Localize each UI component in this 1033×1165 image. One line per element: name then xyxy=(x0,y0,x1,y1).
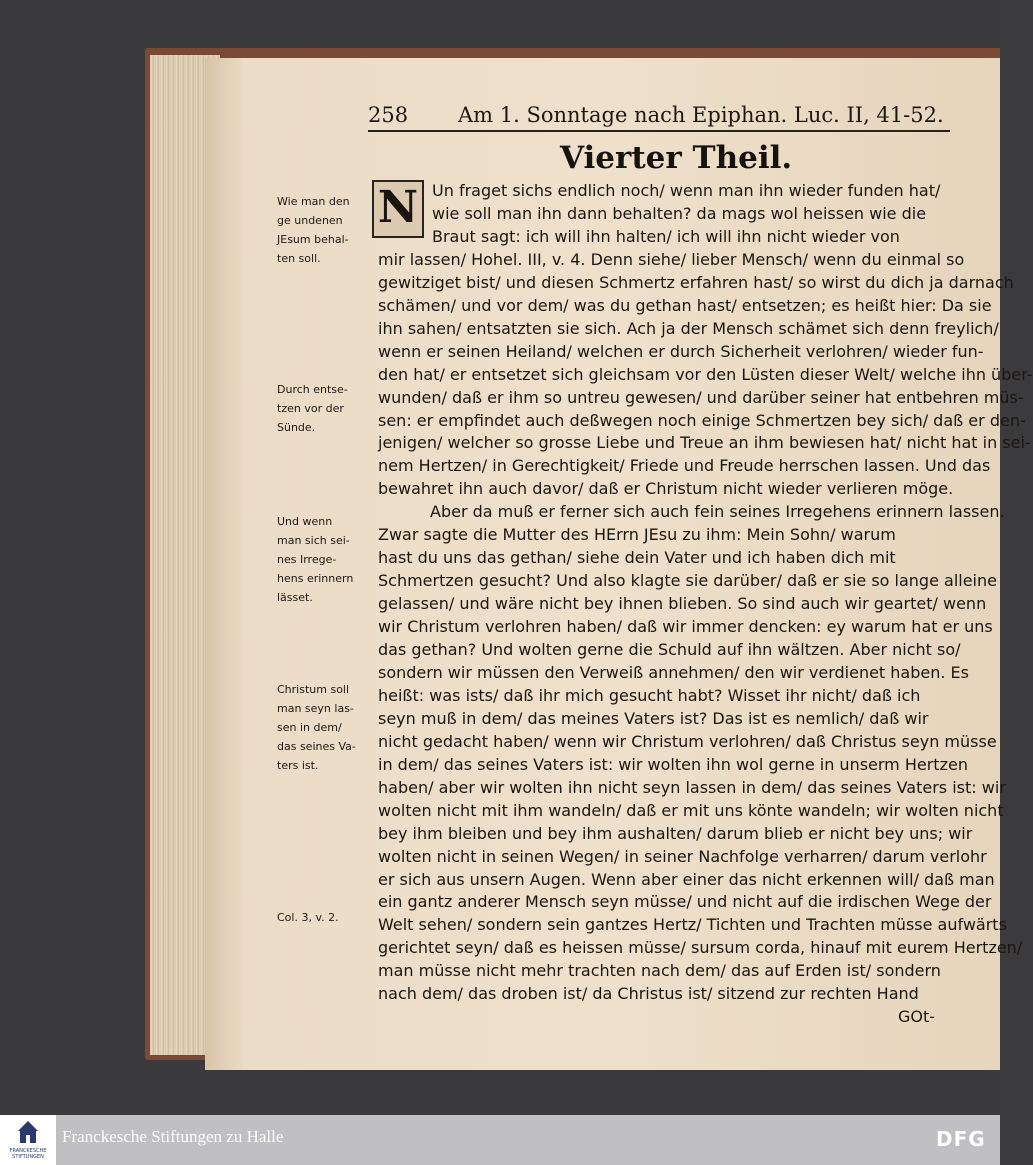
margin-note-line: Sünde. xyxy=(277,421,316,434)
text-line: wolten nicht in seinen Wegen/ in seiner Nachfolge verharren/ darum verlohr xyxy=(378,847,987,866)
text-line: Un fraget sichs endlich noch/ wenn man ihn wieder funden hat/ xyxy=(432,181,941,200)
margin-note-line: Durch entse- xyxy=(277,383,348,396)
margin-note-line: das seines Va- xyxy=(277,740,356,753)
text-line: mir lassen/ Hohel. III, v. 4. Denn siehe/ lieber Mensch/ wenn du einmal so xyxy=(378,250,965,269)
orphan-house-icon xyxy=(18,1121,38,1145)
text-line: wir Christum verlohren haben/ daß wir immer dencken: ey warum hat er uns xyxy=(378,617,993,636)
text-line: wolten nicht mit ihm wandeln/ daß er mit uns könte wandeln; wir wolten nicht xyxy=(378,801,1004,820)
margin-note-line: man seyn las- xyxy=(277,702,354,715)
text-line: nicht gedacht haben/ wenn wir Christum verlohren/ daß Christus seyn müsse xyxy=(378,732,997,751)
text-line: ein gantz anderer Mensch seyn müsse/ und nicht auf die irdischen Wege der xyxy=(378,892,992,911)
text-line: Welt sehen/ sondern sein gantzes Hertz/ Tichten und Trachten müsse aufwärts xyxy=(378,915,1007,934)
margin-note-line: Christum soll xyxy=(277,683,350,696)
margin-note-line: JEsum behal- xyxy=(277,233,349,246)
margin-note-line: tzen vor der xyxy=(277,402,344,415)
text-line: schämen/ und vor dem/ was du gethan hast/ entsetzen; es heißt hier: Da sie xyxy=(378,296,992,315)
margin-note-line: ten soll. xyxy=(277,252,321,265)
margin-note-line: lässet. xyxy=(277,591,313,604)
text-line: heißt: was ists/ daß ihr mich gesucht habt? Wisset ihr nicht/ daß ich xyxy=(378,686,921,705)
institution-name: Franckesche Stiftungen zu Halle xyxy=(62,1127,284,1146)
page-number: 258 xyxy=(368,103,409,127)
text-line: Schmertzen gesucht? Und also klagte sie darüber/ daß er sie so lange alleine xyxy=(378,571,997,590)
text-line: hast du uns das gethan/ siehe dein Vater und ich haben dich mit xyxy=(378,548,896,567)
text-line: er sich aus unsern Augen. Wenn aber einer das nicht erkennen will/ daß man xyxy=(378,870,995,889)
text-line: in dem/ das seines Vaters ist: wir wolten ihn wol gerne in unserm Hertzen xyxy=(378,755,968,774)
text-line: man müsse nicht mehr trachten nach dem/ das auf Erden ist/ sondern xyxy=(378,961,941,980)
text-line: nem Hertzen/ in Gerechtigkeit/ Friede und Freude herrschen lassen. Und das xyxy=(378,456,991,475)
header-rule xyxy=(368,130,950,132)
margin-note-line: sen in dem/ xyxy=(277,721,342,734)
text-line: sondern wir müssen den Verweiß annehmen/ den wir verdienet haben. Es xyxy=(378,663,969,682)
text-line: seyn muß in dem/ das meines Vaters ist? Das ist es nemlich/ daß wir xyxy=(378,709,929,728)
text-line: gerichtet seyn/ daß es heissen müsse/ sursum corda, hinauf mit eurem Hertzen/ xyxy=(378,938,1023,957)
text-line: den hat/ er entsetzet sich gleichsam vor den Lüsten dieser Welt/ welche ihn über- xyxy=(378,365,1033,384)
text-line: gewitziget bist/ und diesen Schmertz erfahren hast/ so wirst du dich ja darnach xyxy=(378,273,1014,292)
text-line: nach dem/ das droben ist/ da Christus ist/ sitzend zur rechten Hand xyxy=(378,984,919,1003)
text-line: wenn er seinen Heiland/ welchen er durch Sicherheit verlohren/ wieder fun- xyxy=(378,342,984,361)
text-line: haben/ aber wir wolten ihn nicht seyn lassen in dem/ das seines Vaters ist: wir xyxy=(378,778,1006,797)
text-line: Aber da muß er ferner sich auch fein seines Irregehens erinnern lassen. xyxy=(430,502,1005,521)
text-line: gelassen/ und wäre nicht bey ihnen blieben. So sind auch wir geartet/ wenn xyxy=(378,594,987,613)
institution-logo xyxy=(0,1115,56,1165)
logo-text: FRANCKESCHE STIFTUNGEN xyxy=(9,1148,47,1160)
text-line: Braut sagt: ich will ihn halten/ ich will ihn nicht wieder von xyxy=(432,227,900,246)
text-line: bey ihm bleiben und bey ihm aushalten/ darum blieb er nicht bey uns; wir xyxy=(378,824,973,843)
margin-note-line: hens erinnern xyxy=(277,572,354,585)
text-line: das gethan? Und wolten gerne die Schuld auf ihn wältzen. Aber nicht so/ xyxy=(378,640,961,659)
margin-note-line: Wie man den xyxy=(277,195,350,208)
running-head: Am 1. Sonntage nach Epiphan. Luc. II, 41-52. xyxy=(458,103,944,127)
dfg-logo: DFG xyxy=(936,1127,986,1151)
margin-note-line: ters ist. xyxy=(277,759,319,772)
text-line: GOt- xyxy=(898,1007,936,1026)
margin-note-line: ge undenen xyxy=(277,214,343,227)
text-line: wie soll man ihn dann behalten? da mags wol heissen wie die xyxy=(432,204,927,223)
text-line: bewahret ihn auch davor/ daß er Christum nicht wieder verlieren möge. xyxy=(378,479,954,498)
margin-note-line: Col. 3, v. 2. xyxy=(277,911,339,924)
text-line: ihn sahen/ entsatzten sie sich. Ach ja der Mensch schämet sich denn freylich/ xyxy=(378,319,999,338)
margin-note-line: man sich sei- xyxy=(277,534,350,547)
margin-note-line: Und wenn xyxy=(277,515,333,528)
text-line: jenigen/ welcher so grosse Liebe und Treue an ihm bewiesen hat/ nicht hat in sei- xyxy=(378,433,1031,452)
section-title: Vierter Theil. xyxy=(560,140,793,176)
text-line: wunden/ daß er ihm so untreu gewesen/ und darüber seiner hat entbehren müs- xyxy=(378,388,1024,407)
drop-initial: N xyxy=(372,180,424,238)
margin-note-line: nes Irrege- xyxy=(277,553,337,566)
text-line: Zwar sagte die Mutter des HErrn JEsu zu ihm: Mein Sohn/ warum xyxy=(378,525,896,544)
text-line: sen: er empfindet auch deßwegen noch einige Schmertzen bey sich/ daß er den- xyxy=(378,411,1026,430)
